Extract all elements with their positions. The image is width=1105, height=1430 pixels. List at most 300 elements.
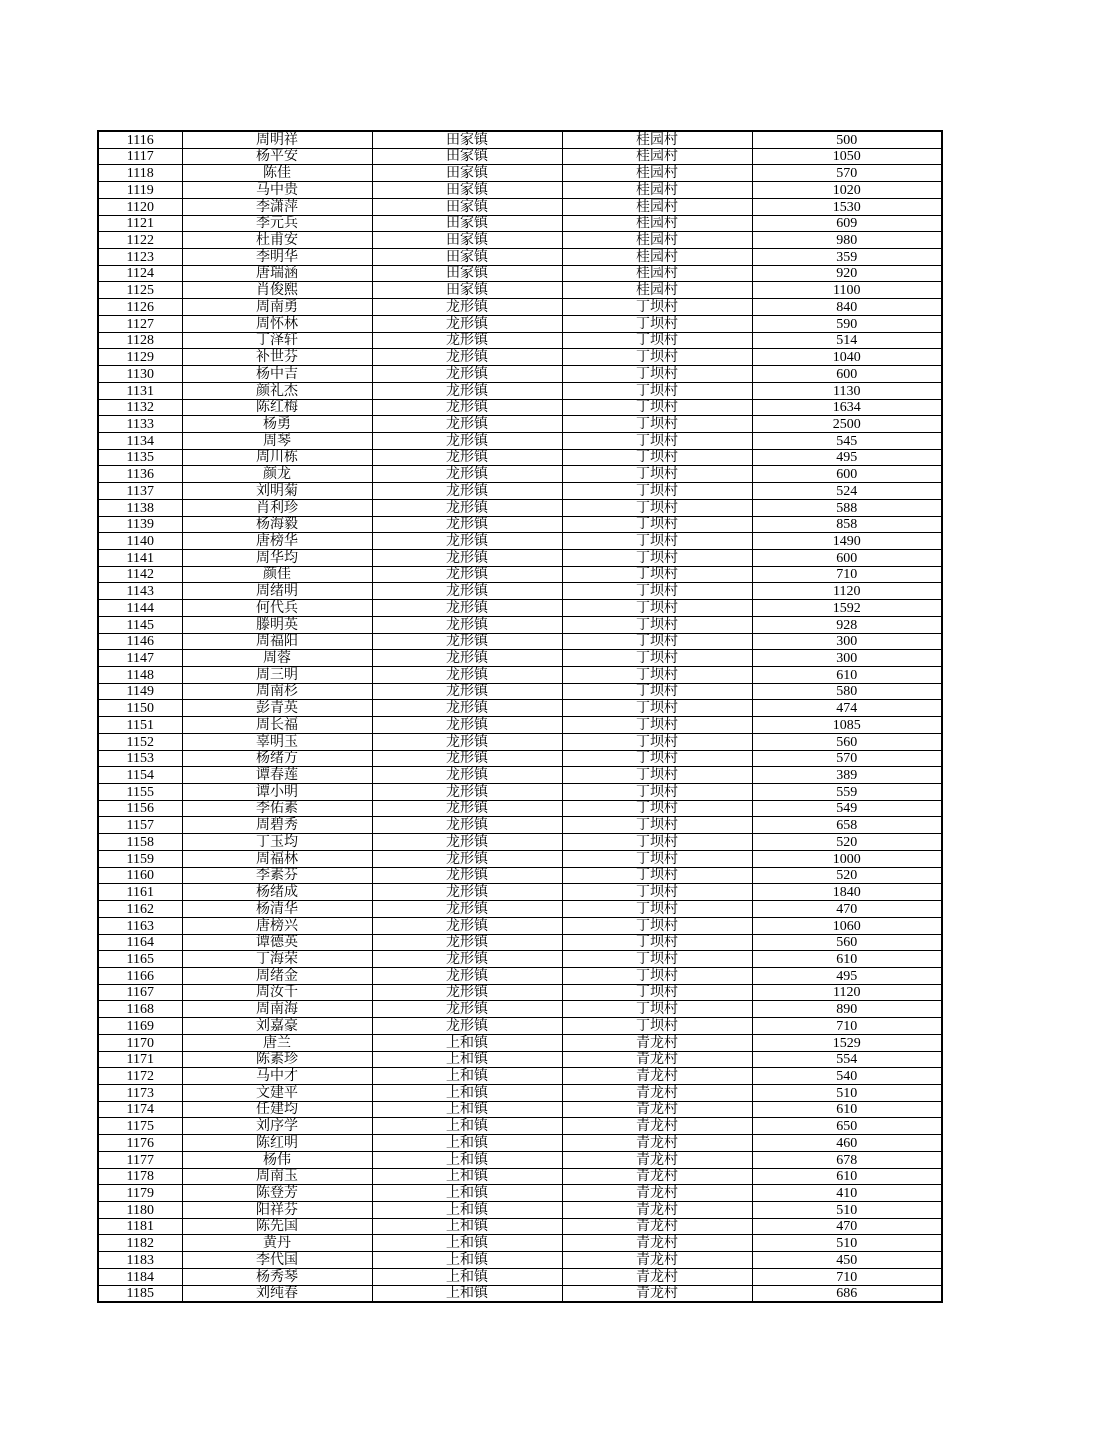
town-cell: 龙形镇 [372, 717, 562, 734]
row-number-cell: 1156 [98, 800, 182, 817]
village-cell: 桂园村 [562, 215, 752, 232]
name-cell: 唐兰 [182, 1034, 372, 1051]
name-cell: 杨伟 [182, 1151, 372, 1168]
row-number-cell: 1173 [98, 1084, 182, 1101]
row-number-cell: 1158 [98, 834, 182, 851]
name-cell: 周怀林 [182, 315, 372, 332]
amount-cell: 474 [752, 700, 942, 717]
amount-cell: 1130 [752, 382, 942, 399]
amount-cell: 520 [752, 834, 942, 851]
amount-cell: 520 [752, 867, 942, 884]
village-cell: 青龙村 [562, 1235, 752, 1252]
town-cell: 龙形镇 [372, 700, 562, 717]
name-cell: 李元兵 [182, 215, 372, 232]
table-row [98, 499, 942, 516]
row-number-cell: 1142 [98, 566, 182, 583]
table-row [98, 683, 942, 700]
village-cell: 青龙村 [562, 1051, 752, 1068]
table-row [98, 984, 942, 1001]
name-cell: 马中贵 [182, 182, 372, 199]
village-cell: 丁坝村 [562, 499, 752, 516]
amount-cell: 600 [752, 366, 942, 383]
town-cell: 上和镇 [372, 1202, 562, 1219]
town-cell: 龙形镇 [372, 432, 562, 449]
town-cell: 龙形镇 [372, 449, 562, 466]
table-row [98, 516, 942, 533]
table-row [98, 1018, 942, 1035]
name-cell: 杨平安 [182, 148, 372, 165]
amount-cell: 710 [752, 1268, 942, 1285]
name-cell: 肖利珍 [182, 499, 372, 516]
table-row [98, 366, 942, 383]
name-cell: 颜礼杰 [182, 382, 372, 399]
amount-cell: 524 [752, 483, 942, 500]
amount-cell: 858 [752, 516, 942, 533]
town-cell: 田家镇 [372, 165, 562, 182]
village-cell: 丁坝村 [562, 750, 752, 767]
village-cell: 丁坝村 [562, 583, 752, 600]
row-number-cell: 1140 [98, 533, 182, 550]
row-number-cell: 1129 [98, 349, 182, 366]
table-row [98, 232, 942, 249]
name-cell: 周绪明 [182, 583, 372, 600]
row-number-cell: 1151 [98, 717, 182, 734]
table-row [98, 566, 942, 583]
name-cell: 丁泽轩 [182, 332, 372, 349]
village-cell: 青龙村 [562, 1185, 752, 1202]
town-cell: 龙形镇 [372, 366, 562, 383]
table-row [98, 1118, 942, 1135]
town-cell: 龙形镇 [372, 901, 562, 918]
row-number-cell: 1182 [98, 1235, 182, 1252]
village-cell: 青龙村 [562, 1151, 752, 1168]
row-number-cell: 1120 [98, 198, 182, 215]
table-row [98, 349, 942, 366]
row-number-cell: 1185 [98, 1285, 182, 1302]
village-cell: 青龙村 [562, 1268, 752, 1285]
table-row [98, 315, 942, 332]
town-cell: 龙形镇 [372, 616, 562, 633]
village-cell: 丁坝村 [562, 332, 752, 349]
village-cell: 丁坝村 [562, 600, 752, 617]
table-row [98, 850, 942, 867]
table-row [98, 1084, 942, 1101]
row-number-cell: 1139 [98, 516, 182, 533]
row-number-cell: 1165 [98, 951, 182, 968]
town-cell: 龙形镇 [372, 967, 562, 984]
village-cell: 丁坝村 [562, 349, 752, 366]
name-cell: 陈红梅 [182, 399, 372, 416]
amount-cell: 460 [752, 1135, 942, 1152]
name-cell: 周华均 [182, 549, 372, 566]
name-cell: 辜明玉 [182, 733, 372, 750]
table-row [98, 650, 942, 667]
amount-cell: 610 [752, 667, 942, 684]
name-cell: 周琴 [182, 432, 372, 449]
village-cell: 青龙村 [562, 1202, 752, 1219]
name-cell: 颜佳 [182, 566, 372, 583]
name-cell: 周汝千 [182, 984, 372, 1001]
amount-cell: 980 [752, 232, 942, 249]
village-cell: 青龙村 [562, 1068, 752, 1085]
name-cell: 李潇萍 [182, 198, 372, 215]
table-row [98, 1268, 942, 1285]
amount-cell: 890 [752, 1001, 942, 1018]
village-cell: 丁坝村 [562, 432, 752, 449]
town-cell: 上和镇 [372, 1084, 562, 1101]
row-number-cell: 1137 [98, 483, 182, 500]
table-row [98, 767, 942, 784]
town-cell: 上和镇 [372, 1235, 562, 1252]
name-cell: 谭德英 [182, 934, 372, 951]
town-cell: 上和镇 [372, 1118, 562, 1135]
amount-cell: 570 [752, 750, 942, 767]
row-number-cell: 1174 [98, 1101, 182, 1118]
row-number-cell: 1125 [98, 282, 182, 299]
row-number-cell: 1167 [98, 984, 182, 1001]
row-number-cell: 1133 [98, 416, 182, 433]
row-number-cell: 1148 [98, 667, 182, 684]
amount-cell: 359 [752, 249, 942, 266]
village-cell: 丁坝村 [562, 700, 752, 717]
amount-cell: 540 [752, 1068, 942, 1085]
amount-cell: 1840 [752, 884, 942, 901]
town-cell: 龙形镇 [372, 733, 562, 750]
table-row [98, 165, 942, 182]
village-cell: 丁坝村 [562, 817, 752, 834]
table-row [98, 733, 942, 750]
village-cell: 丁坝村 [562, 784, 752, 801]
name-cell: 颜龙 [182, 466, 372, 483]
village-cell: 青龙村 [562, 1034, 752, 1051]
amount-cell: 610 [752, 951, 942, 968]
village-cell: 丁坝村 [562, 416, 752, 433]
table-row [98, 800, 942, 817]
table-row [98, 784, 942, 801]
town-cell: 龙形镇 [372, 399, 562, 416]
name-cell: 唐瑞涵 [182, 265, 372, 282]
table-row [98, 600, 942, 617]
village-cell: 青龙村 [562, 1101, 752, 1118]
amount-cell: 600 [752, 549, 942, 566]
row-number-cell: 1171 [98, 1051, 182, 1068]
row-number-cell: 1170 [98, 1034, 182, 1051]
village-cell: 丁坝村 [562, 449, 752, 466]
town-cell: 上和镇 [372, 1285, 562, 1302]
village-cell: 丁坝村 [562, 533, 752, 550]
town-cell: 龙形镇 [372, 917, 562, 934]
table-row [98, 148, 942, 165]
town-cell: 龙形镇 [372, 784, 562, 801]
table-row [98, 466, 942, 483]
row-number-cell: 1143 [98, 583, 182, 600]
town-cell: 龙形镇 [372, 683, 562, 700]
village-cell: 桂园村 [562, 232, 752, 249]
name-cell: 周明祥 [182, 131, 372, 148]
name-cell: 杨绪方 [182, 750, 372, 767]
row-number-cell: 1124 [98, 265, 182, 282]
town-cell: 上和镇 [372, 1151, 562, 1168]
village-cell: 桂园村 [562, 249, 752, 266]
amount-cell: 610 [752, 1168, 942, 1185]
amount-cell: 570 [752, 165, 942, 182]
town-cell: 上和镇 [372, 1051, 562, 1068]
amount-cell: 470 [752, 901, 942, 918]
row-number-cell: 1178 [98, 1168, 182, 1185]
row-number-cell: 1136 [98, 466, 182, 483]
amount-cell: 1120 [752, 583, 942, 600]
table-body [98, 131, 942, 1302]
row-number-cell: 1149 [98, 683, 182, 700]
table-row [98, 1285, 942, 1302]
row-number-cell: 1169 [98, 1018, 182, 1035]
amount-cell: 495 [752, 967, 942, 984]
name-cell: 补世芬 [182, 349, 372, 366]
row-number-cell: 1147 [98, 650, 182, 667]
town-cell: 龙形镇 [372, 934, 562, 951]
amount-cell: 470 [752, 1218, 942, 1235]
town-cell: 龙形镇 [372, 549, 562, 566]
town-cell: 龙形镇 [372, 299, 562, 316]
amount-cell: 300 [752, 633, 942, 650]
town-cell: 田家镇 [372, 232, 562, 249]
amount-cell: 450 [752, 1252, 942, 1269]
table-row [98, 1001, 942, 1018]
name-cell: 丁玉均 [182, 834, 372, 851]
village-cell: 青龙村 [562, 1118, 752, 1135]
table-row [98, 884, 942, 901]
village-cell: 丁坝村 [562, 834, 752, 851]
name-cell: 陈红明 [182, 1135, 372, 1152]
table-row [98, 1051, 942, 1068]
village-cell: 丁坝村 [562, 399, 752, 416]
table-row [98, 399, 942, 416]
table-row [98, 282, 942, 299]
row-number-cell: 1166 [98, 967, 182, 984]
town-cell: 龙形镇 [372, 800, 562, 817]
town-cell: 龙形镇 [372, 499, 562, 516]
name-cell: 陈素珍 [182, 1051, 372, 1068]
table-row [98, 198, 942, 215]
amount-cell: 1529 [752, 1034, 942, 1051]
table-row [98, 700, 942, 717]
name-cell: 任建均 [182, 1101, 372, 1118]
town-cell: 龙形镇 [372, 416, 562, 433]
town-cell: 田家镇 [372, 198, 562, 215]
village-cell: 青龙村 [562, 1285, 752, 1302]
village-cell: 丁坝村 [562, 1001, 752, 1018]
table-row [98, 633, 942, 650]
table-row [98, 616, 942, 633]
village-cell: 丁坝村 [562, 967, 752, 984]
town-cell: 上和镇 [372, 1068, 562, 1085]
table-row [98, 1135, 942, 1152]
village-cell: 丁坝村 [562, 633, 752, 650]
row-number-cell: 1150 [98, 700, 182, 717]
table-row [98, 449, 942, 466]
village-cell: 丁坝村 [562, 901, 752, 918]
row-number-cell: 1168 [98, 1001, 182, 1018]
table-row [98, 1202, 942, 1219]
village-cell: 丁坝村 [562, 650, 752, 667]
amount-cell: 300 [752, 650, 942, 667]
name-cell: 彭青英 [182, 700, 372, 717]
table-row [98, 215, 942, 232]
town-cell: 龙形镇 [372, 867, 562, 884]
table-row [98, 483, 942, 500]
row-number-cell: 1123 [98, 249, 182, 266]
table-row [98, 1168, 942, 1185]
row-number-cell: 1159 [98, 850, 182, 867]
town-cell: 龙形镇 [372, 884, 562, 901]
village-cell: 桂园村 [562, 282, 752, 299]
amount-cell: 510 [752, 1084, 942, 1101]
amount-cell: 495 [752, 449, 942, 466]
town-cell: 田家镇 [372, 148, 562, 165]
name-cell: 杨清华 [182, 901, 372, 918]
row-number-cell: 1154 [98, 767, 182, 784]
village-cell: 丁坝村 [562, 717, 752, 734]
name-cell: 刘纯春 [182, 1285, 372, 1302]
village-cell: 丁坝村 [562, 867, 752, 884]
amount-cell: 410 [752, 1185, 942, 1202]
row-number-cell: 1183 [98, 1252, 182, 1269]
town-cell: 龙形镇 [372, 516, 562, 533]
amount-cell: 710 [752, 566, 942, 583]
name-cell: 谭春莲 [182, 767, 372, 784]
name-cell: 肖俊熙 [182, 282, 372, 299]
row-number-cell: 1116 [98, 131, 182, 148]
village-cell: 丁坝村 [562, 667, 752, 684]
amount-cell: 514 [752, 332, 942, 349]
row-number-cell: 1184 [98, 1268, 182, 1285]
town-cell: 龙形镇 [372, 566, 562, 583]
row-number-cell: 1126 [98, 299, 182, 316]
village-cell: 丁坝村 [562, 1018, 752, 1035]
row-number-cell: 1117 [98, 148, 182, 165]
name-cell: 文建平 [182, 1084, 372, 1101]
name-cell: 李素芬 [182, 867, 372, 884]
name-cell: 刘明菊 [182, 483, 372, 500]
amount-cell: 559 [752, 784, 942, 801]
table-row [98, 817, 942, 834]
town-cell: 田家镇 [372, 282, 562, 299]
town-cell: 龙形镇 [372, 466, 562, 483]
name-cell: 周南玉 [182, 1168, 372, 1185]
table-row [98, 1068, 942, 1085]
name-cell: 李明华 [182, 249, 372, 266]
village-cell: 青龙村 [562, 1084, 752, 1101]
village-cell: 桂园村 [562, 131, 752, 148]
row-number-cell: 1144 [98, 600, 182, 617]
amount-cell: 1120 [752, 984, 942, 1001]
table-row [98, 967, 942, 984]
name-cell: 滕明英 [182, 616, 372, 633]
row-number-cell: 1146 [98, 633, 182, 650]
table-row [98, 867, 942, 884]
town-cell: 田家镇 [372, 182, 562, 199]
name-cell: 周三明 [182, 667, 372, 684]
table-row [98, 583, 942, 600]
table-row [98, 265, 942, 282]
row-number-cell: 1152 [98, 733, 182, 750]
town-cell: 上和镇 [372, 1101, 562, 1118]
name-cell: 杨绪成 [182, 884, 372, 901]
amount-cell: 1060 [752, 917, 942, 934]
village-cell: 丁坝村 [562, 934, 752, 951]
row-number-cell: 1153 [98, 750, 182, 767]
village-cell: 丁坝村 [562, 382, 752, 399]
row-number-cell: 1138 [98, 499, 182, 516]
amount-cell: 610 [752, 1101, 942, 1118]
town-cell: 上和镇 [372, 1135, 562, 1152]
row-number-cell: 1181 [98, 1218, 182, 1235]
row-number-cell: 1180 [98, 1202, 182, 1219]
village-cell: 青龙村 [562, 1218, 752, 1235]
town-cell: 田家镇 [372, 249, 562, 266]
name-cell: 阳祥芬 [182, 1202, 372, 1219]
amount-cell: 1592 [752, 600, 942, 617]
table-row [98, 717, 942, 734]
table-row [98, 549, 942, 566]
table-row [98, 901, 942, 918]
row-number-cell: 1122 [98, 232, 182, 249]
row-number-cell: 1161 [98, 884, 182, 901]
table-row [98, 917, 942, 934]
village-cell: 桂园村 [562, 265, 752, 282]
village-cell: 桂园村 [562, 182, 752, 199]
town-cell: 龙形镇 [372, 533, 562, 550]
table-row [98, 182, 942, 199]
town-cell: 上和镇 [372, 1168, 562, 1185]
name-cell: 杨勇 [182, 416, 372, 433]
village-cell: 丁坝村 [562, 566, 752, 583]
name-cell: 陈登芳 [182, 1185, 372, 1202]
row-number-cell: 1130 [98, 366, 182, 383]
name-cell: 杨中吉 [182, 366, 372, 383]
table-row [98, 1185, 942, 1202]
town-cell: 上和镇 [372, 1268, 562, 1285]
town-cell: 龙形镇 [372, 767, 562, 784]
amount-cell: 928 [752, 616, 942, 633]
town-cell: 田家镇 [372, 265, 562, 282]
amount-cell: 590 [752, 315, 942, 332]
table-row [98, 131, 942, 148]
amount-cell: 389 [752, 767, 942, 784]
table-row [98, 1252, 942, 1269]
table-row [98, 249, 942, 266]
amount-cell: 686 [752, 1285, 942, 1302]
village-cell: 丁坝村 [562, 299, 752, 316]
data-table [97, 130, 943, 1303]
town-cell: 龙形镇 [372, 1001, 562, 1018]
row-number-cell: 1128 [98, 332, 182, 349]
town-cell: 田家镇 [372, 215, 562, 232]
name-cell: 何代兵 [182, 600, 372, 617]
name-cell: 周川栋 [182, 449, 372, 466]
town-cell: 龙形镇 [372, 817, 562, 834]
table-row [98, 1151, 942, 1168]
town-cell: 龙形镇 [372, 633, 562, 650]
table-row [98, 382, 942, 399]
village-cell: 丁坝村 [562, 884, 752, 901]
amount-cell: 588 [752, 499, 942, 516]
amount-cell: 1020 [752, 182, 942, 199]
amount-cell: 678 [752, 1151, 942, 1168]
amount-cell: 500 [752, 131, 942, 148]
name-cell: 陈先国 [182, 1218, 372, 1235]
town-cell: 龙形镇 [372, 1018, 562, 1035]
